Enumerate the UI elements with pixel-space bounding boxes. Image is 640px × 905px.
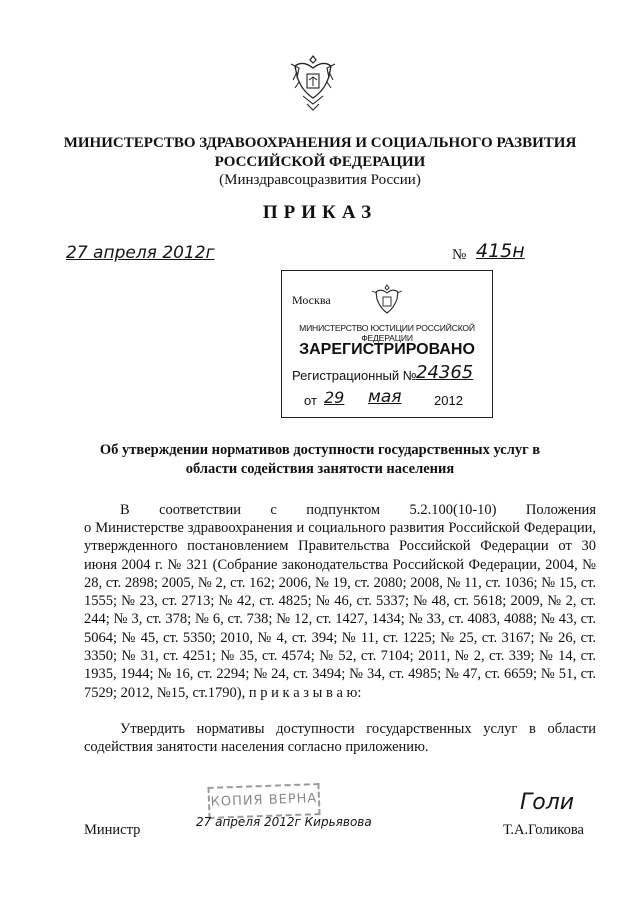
stamp-reg-label: Регистрационный № (292, 368, 417, 383)
order-subject-line2: области содействия занятости населения (185, 461, 455, 477)
stamp-emblem-icon (370, 283, 404, 321)
order-number: 415н (476, 240, 525, 262)
body-paragraph-2: Утвердить нормативы доступности государственных услуг в области содействия занятости населения согласно приложению. (84, 721, 596, 756)
stamp-date-prefix: от (304, 393, 317, 408)
coat-of-arms-icon (287, 52, 339, 114)
ministry-name-line2: РОССИЙСКОЙ ФЕДЕРАЦИИ (214, 154, 426, 170)
body-paragraph-1: о Министерстве здравоохранения и социального развития Российской Федерации, утвержденного постановлением Правительства Российской Федерации от 30 июня 2004 г. № 321 (Собрание законодательства Российской Федерации, 2004, № 28, ст. 2898; 2005, № 2, ст. 162; 2006, № 19, ст. 2080; 2008, № 11, ст. 1036; № 15, ст. 1555; № 23, ст. 2713; № 42, ст. 4825; № 46, ст. 5337; № 48, ст. 5618; 2009, № 2, ст. 244; № 3, ст. 378; № 6, ст. 738; № 12, ст. 1427, 1434; № 33, ст. 4083, 4088; № 43, ст. 5064; № 45, ст. 5350; 2010, № 4, ст. 394; № 11, ст. 1225; № 25, ст. 3167; № 26, ст. 3350; № 31, ст. 4251; № 35, ст. 4574; № 52, ст. 7104; 2011, № 2, ст. 339; № 14, ст. 1935, 1944; № 16, ст. 2294; № 24, ст. 3494; № 34, ст. 4985; № 47, ст. 6659; № 51, ст. 7529; 2012, №15, ст.1790), п р и к а з ы в а ю: (84, 520, 596, 701)
body-first-line: В соответствии с подпунктом 5.2.100(10-10) Положения (120, 502, 596, 518)
stamp-date-month: мая (368, 387, 402, 407)
document-type: ПРИКАЗ (262, 202, 378, 223)
stamp-date-day: 29 (324, 388, 345, 407)
signatory-position: Министр (84, 822, 141, 838)
ministry-name-line1: МИНИСТЕРСТВО ЗДРАВООХРАНЕНИЯ И СОЦИАЛЬНОГО РАЗВИТИЯ (63, 135, 577, 151)
stamp-status: ЗАРЕГИСТРИРОВАНО (299, 341, 475, 358)
signature: Голи (520, 790, 575, 815)
registration-stamp (281, 270, 493, 418)
order-subject-line1: Об утверждении нормативов доступности государственных услуг в (99, 442, 541, 458)
signatory-name: Т.А.Голикова (503, 822, 584, 838)
ministry-short-name: (Минздравсоцразвития России) (219, 172, 421, 188)
copy-certified-stamp: КОПИЯ ВЕРНА (207, 783, 320, 819)
stamp-ministry: МИНИСТЕРСТВО ЮСТИЦИИ РОССИЙСКОЙ ФЕДЕРАЦИИ (299, 323, 475, 343)
copy-handwritten-note: 27 апреля 2012г Кирьявова (196, 815, 372, 829)
stamp-date-year: 2012 (434, 393, 463, 408)
order-date: 27 апреля 2012г (66, 243, 215, 263)
stamp-reg-number: 24365 (416, 362, 474, 383)
order-number-prefix: № (452, 247, 467, 263)
stamp-city: Москва (292, 293, 331, 307)
